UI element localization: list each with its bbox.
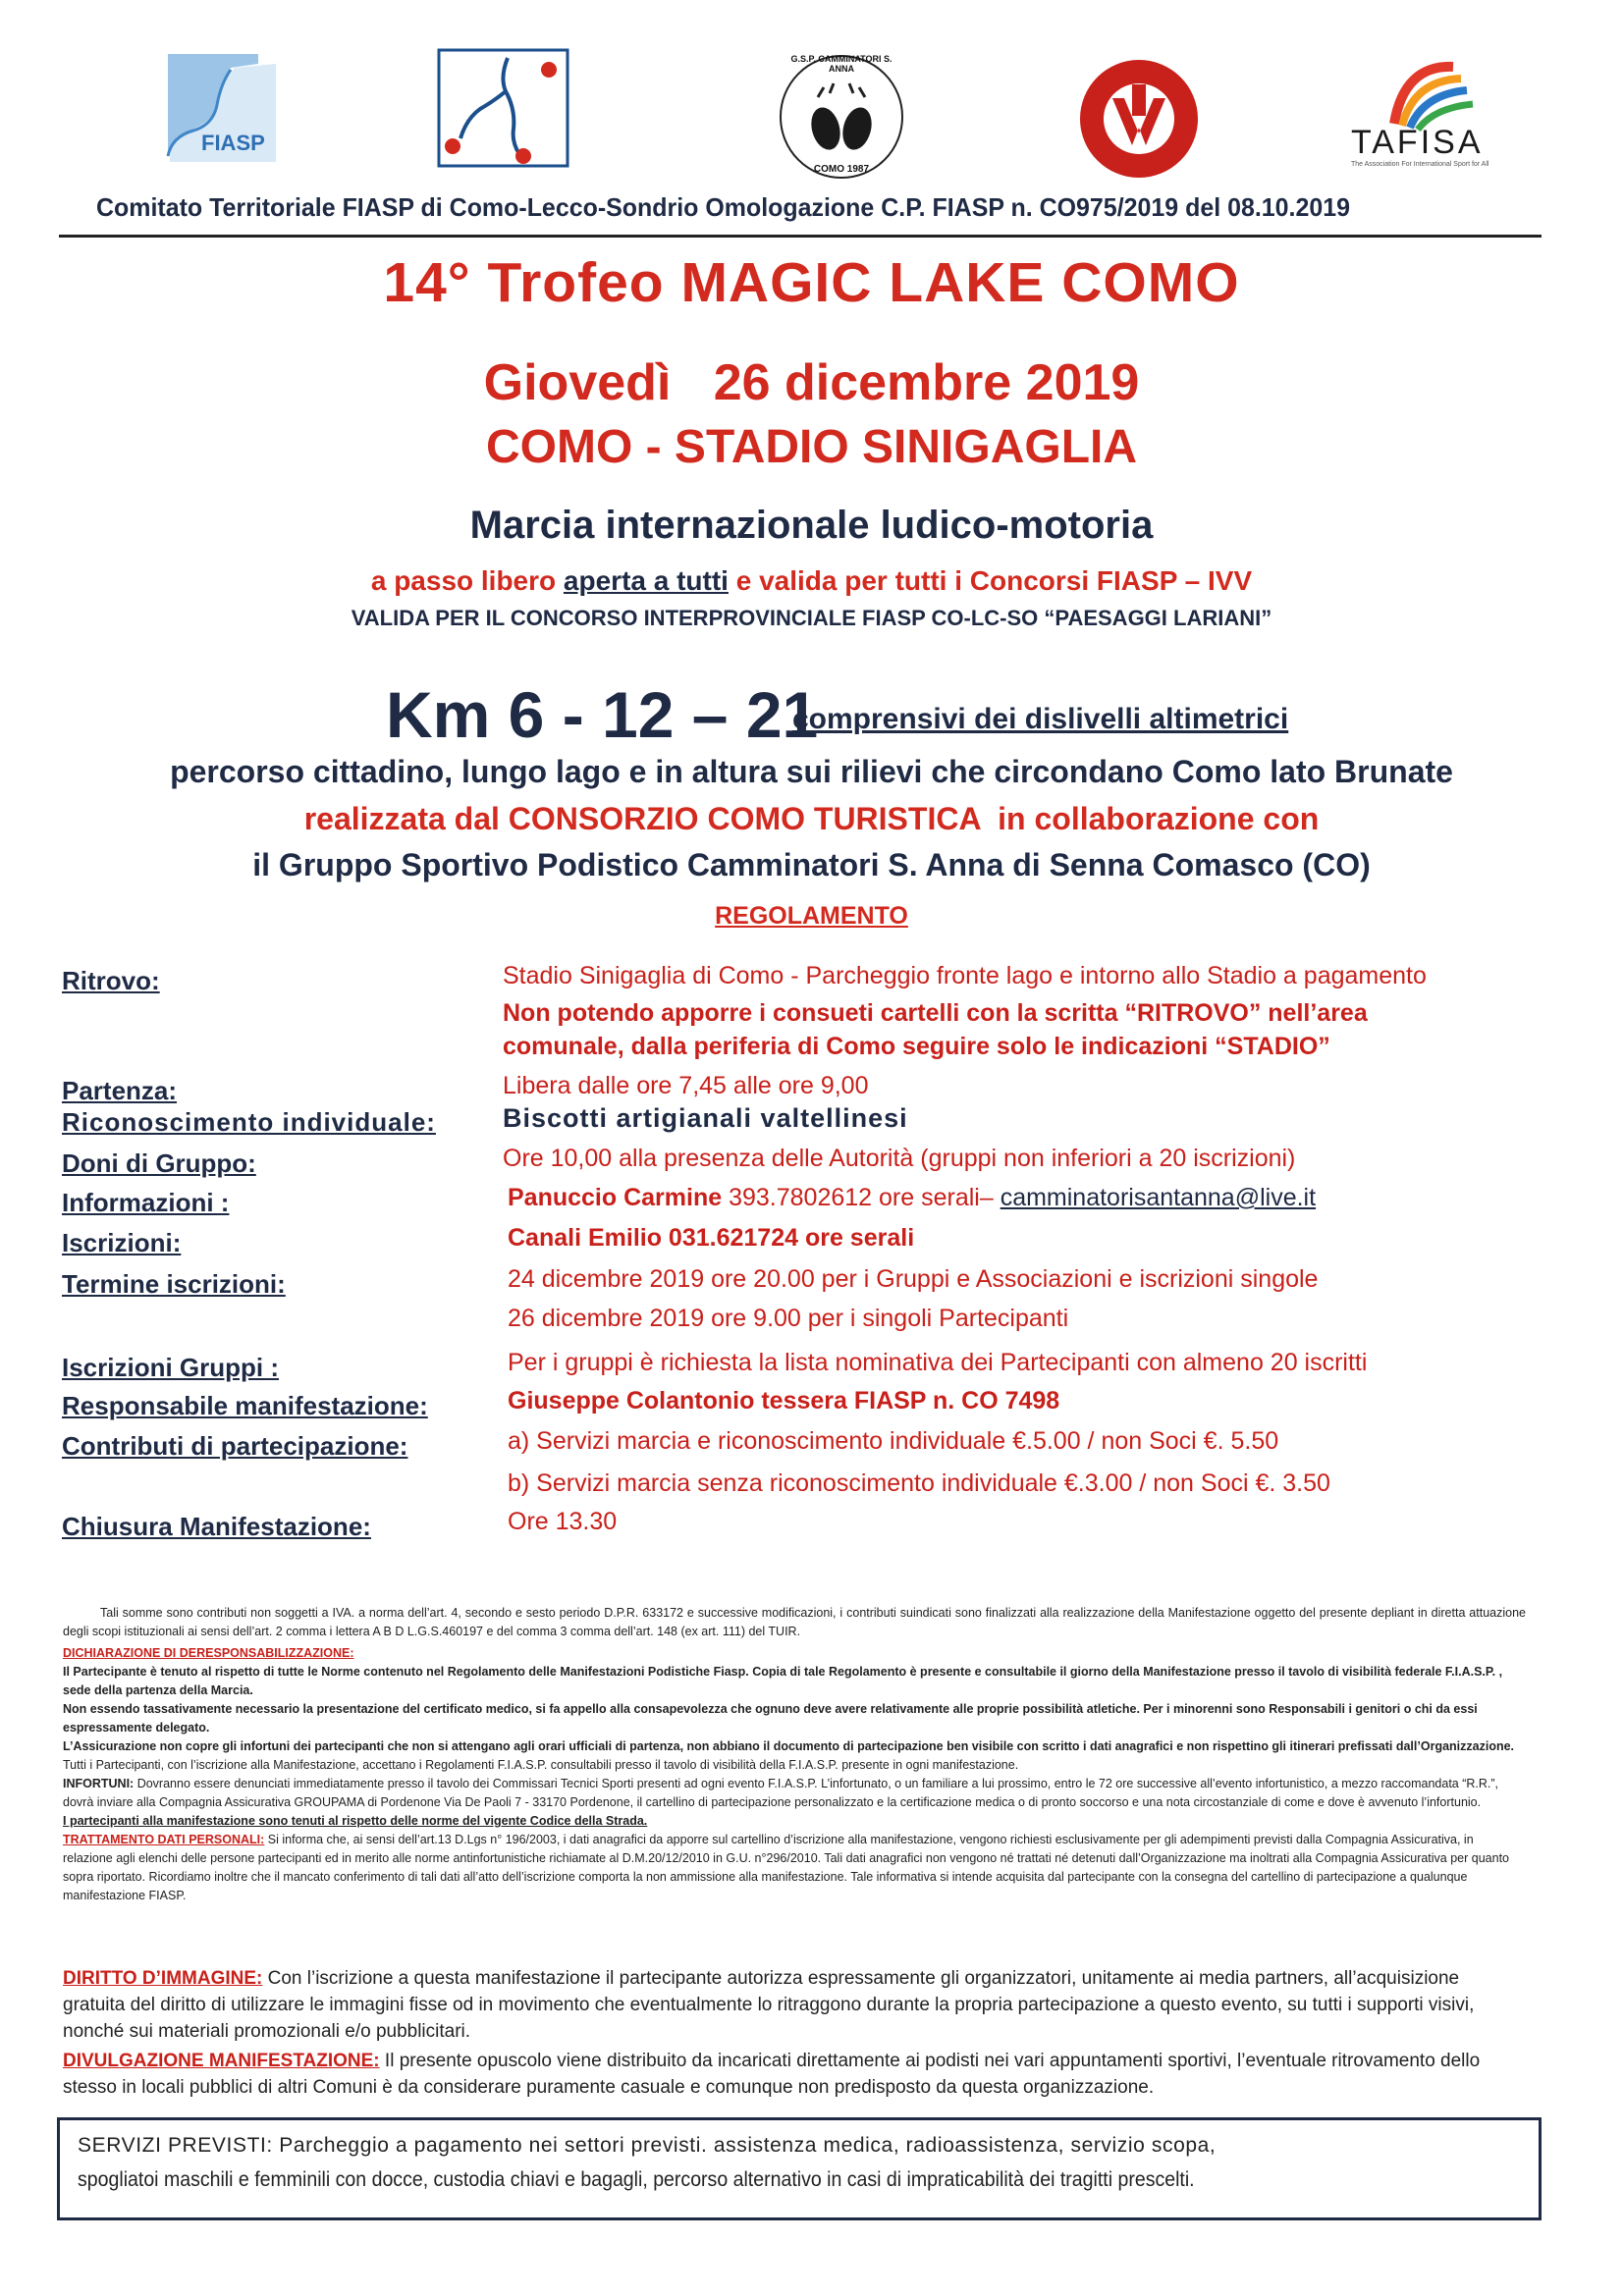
- event-date: Giovedì 26 dicembre 2019: [483, 354, 1140, 411]
- riconoscimento-value: Biscotti artigianali valtellinesi: [503, 1103, 908, 1133]
- concorso-line: VALIDA PER IL CONCORSO INTERPROVINCIALE FIASP CO-LC-SO “PAESAGGI LARIANI”: [351, 606, 1272, 630]
- image-rights-title: DIRITTO D’IMMAGINE:: [63, 1968, 263, 1989]
- ritrovo-label: Ritrovo:: [62, 966, 160, 995]
- open-to-all-line-a: a passo libero: [370, 565, 564, 596]
- termine-label: Termine iscrizioni:: [62, 1269, 286, 1299]
- iscrizioni-label: Iscrizioni:: [62, 1228, 182, 1257]
- tafisa-logo: [1345, 55, 1512, 171]
- group-line: il Gruppo Sportivo Podistico Camminatori S. Anna di Senna Comasco (CO): [252, 847, 1371, 882]
- contributi-value-b: b) Servizi marcia senza riconoscimento individuale €.3.00 / non Soci €. 3.50: [508, 1469, 1330, 1497]
- event-venue: COMO - STADIO SINIGAGLIA: [485, 421, 1138, 473]
- deresponsabilizzazione-text-1: Il Partecipante è tenuto al rispetto di tutte le Norme contenuto nel Regolamento delle Manifestazioni Podistiche Fiasp. Copia di tale Regolamento è presente e consultabile il giorno della Manifestazione presso il tavolo di visibilità federale F.I.A.S.P. , sede della partenza della Marcia.: [63, 1665, 1503, 1697]
- divulgation-paragraph: [63, 2048, 1526, 2101]
- committee-line: Comitato Territoriale FIASP di Como-Lecco-Sondrio Omologazione C.P. FIASP n. CO975/2019 del 08.10.2019: [96, 192, 1351, 222]
- doni-value: Ore 10,00 alla presenza delle Autorità (gruppi non inferiori a 20 iscrizioni): [503, 1145, 1296, 1172]
- services-box: [57, 2117, 1542, 2220]
- informazioni-value: [508, 1184, 1316, 1212]
- camminatori-bottom-text: COMO 1987: [813, 164, 870, 175]
- divulgation-title: DIVULGAZIONE MANIFESTAZIONE:: [63, 2051, 380, 2071]
- fiasp-logo: [160, 46, 288, 169]
- tafisa-logo-subtext: The Association For International Sport for All: [1351, 161, 1489, 168]
- ivv-logo: [1075, 55, 1203, 183]
- divulgation-text: Il presente opuscolo viene distribuito da incaricati direttamente ai podisti nei vari appuntamenti sportivi, l’eventuale ritrovamento dello stesso in locali pubblici di altri Comuni è da considerare puramente casuale e comunque non predisposto da questa organizzazione.: [63, 2051, 1481, 2098]
- camminatori-s-anna-logo: [773, 48, 910, 186]
- infortuni-text: Dovranno essere denunciati immediatamente presso il tavolo dei Commissari Tecnici Sporti presenti ad ogni evento F.I.A.S.P. L’infortunato, o un familiare a lui prossimo, entro le 72 ore successive all’evento infortunistico, a mezzo raccomandata “R.R.”, dovrà inviare alla Compagnia Assicurativa GROUPAMA di Pordenone Via De Paoli 7 - 33170 Pordenone, il cartellino di partecipazione personalizzato e la certificazione medica o di pronto soccorso e una nota circostanziale di come e dove è avvenuto l’infortunio.: [63, 1777, 1499, 1809]
- organizer-line: realizzata dal CONSORZIO COMO TURISTICA in collaborazione con: [303, 801, 1320, 836]
- header-rule: [59, 235, 1542, 238]
- iva-note: Tali somme sono contributi non soggetti a IVA. a norma dell’art. 4, secondo e sesto periodo D.P.R. 633172 e successive modificazioni, i contributi suindicati sono finalizzati alla realizzazione della Manifestazione oggetto del presente depliant in diretta attuazione degli scopi istituzionali ai sensi dell’art. 2 comma i lettera A B D L.G.S.460197 e del comma 3 comma dell’art. 148 (ex art. 111) del TUIR.: [63, 1606, 1526, 1638]
- chiusura-value: Ore 13.30: [508, 1508, 618, 1535]
- infortuni-title: INFORTUNI:: [63, 1777, 135, 1790]
- informazioni-name: Panuccio Carmine: [508, 1184, 723, 1211]
- deresponsabilizzazione-text-2: Non essendo tassativamente necessario la presentazione del certificato medico, si fa appello alla consapevolezza che ognuno deve avere relativamente alle proprie possibilità atletiche. Per i minorenni sono Responsabili i genitori o chi da essi espressamente delegato.: [63, 1702, 1478, 1735]
- ritrovo-note-1: Non potendo apporre i consueti cartelli con la scritta “RITROVO” nell’area: [503, 999, 1368, 1027]
- lake-como-logo: [437, 48, 569, 168]
- codice-strada-note: I partecipanti alla manifestazione sono tenuti al rispetto delle norme del vigente Codice della Strada.: [63, 1814, 648, 1828]
- route-description: percorso cittadino, lungo lago e in altura sui rilievi che circondano Como lato Brunate: [170, 754, 1453, 789]
- trophy-title: 14° Trofeo MAGIC LAKE COMO: [383, 251, 1240, 314]
- open-to-all-line-c: e valida per tutti i Concorsi FIASP – IVV: [728, 565, 1253, 596]
- deresponsabilizzazione-text-3: L’Assicurazione non copre gli infortuni dei partecipanti che non si attengano agli orari ufficiali di partenza, non abbiano il documento di partecipazione ben visibile con scritto i dati anagrafici e non rispettino gli itinerari prefissati dall’Organizzazione.: [63, 1739, 1515, 1753]
- deresponsabilizzazione-section: [63, 1644, 1526, 1905]
- termine-value-1: 24 dicembre 2019 ore 20.00 per i Gruppi e Associazioni e iscrizioni singole: [508, 1265, 1319, 1293]
- services-text-1: SERVIZI PREVISTI: Parcheggio a pagamento nei settori previsti. assistenza medica, radioassistenza, servizio scopa,: [78, 2134, 1217, 2157]
- gruppi-value: Per i gruppi è richiesta la lista nominativa dei Partecipanti con almeno 20 iscritti: [508, 1349, 1368, 1376]
- informazioni-label: Informazioni :: [62, 1188, 230, 1217]
- contributi-label: Contributi di partecipazione:: [62, 1431, 408, 1461]
- doni-label: Doni di Gruppo:: [62, 1148, 256, 1178]
- event-subtitle: Marcia internazionale ludico-motoria: [469, 504, 1154, 547]
- services-text-2: spogliatoi maschili e femminili con docce, custodia chiavi e bagagli, percorso alternativo in casi di impraticabilità dei tragitti prescelti.: [78, 2168, 1195, 2191]
- gruppi-label: Iscrizioni Gruppi :: [62, 1353, 280, 1382]
- image-rights-paragraph: [63, 1965, 1526, 2045]
- image-rights-text: Con l’iscrizione a questa manifestazione il partecipante autorizza espressamente gli organizzatori, unitamente ai media partners, all’acquisizione gratuita del diritto di utilizzare le immagini fisse od in movimento che eventualmente lo ritraggono durante la propria partecipazione a questo evento, su tutti i supporti visivi, nonché sui materiali promozionali e/o pubblicitari.: [63, 1968, 1475, 2042]
- privacy-text: Si informa che, ai sensi dell’art.13 D.Lgs n° 196/2003, i dati anagrafici da apporre sul cartellino d’iscrizione alla manifestazione, vengono richiesti esclusivamente per gli adempimenti previsti dalla Compagnia Assicurativa, in relazione agli elenchi delle persone partecipanti ed in merito alle norme antinfortunistiche richiamate al D.M.20/12/2010 in G.U. n°296/2010. Tali dati anagrafici non vengono né trattati né detenuti dall’Organizzazione ma inoltrati alla Compagnia Assicurativa per quanto sopra riportato. Ricordiamo inoltre che il mancato conferimento di tali dati all’atto dell’iscrizione comporta la non ammissione alla manifestazione. Tale informativa si intende acquisita dal partecipante con la consegna del cartellino di partecipazione a qualunque manifestazione FIASP.: [63, 1833, 1510, 1902]
- tafisa-logo-text: TAFISA: [1351, 124, 1484, 161]
- contributi-value-a: a) Servizi marcia e riconoscimento individuale €.5.00 / non Soci €. 5.50: [508, 1427, 1279, 1455]
- camminatori-ring-text: G.S.P. CAMMINATORI S. ANNA: [790, 54, 893, 74]
- regolamento-heading: REGOLAMENTO: [715, 902, 908, 930]
- open-to-all-emphasis: aperta a tutti: [563, 565, 729, 596]
- ritrovo-note-2: comunale, dalla periferia di Como seguire solo le indicazioni “STADIO”: [503, 1033, 1330, 1060]
- distances-note: comprensivi dei dislivelli altimetrici: [792, 703, 1289, 735]
- ritrovo-value: Stadio Sinigaglia di Como - Parcheggio fronte lago e intorno allo Stadio a pagamento: [503, 962, 1427, 989]
- distances: Km 6 - 12 – 21: [386, 678, 819, 751]
- responsabile-value: Giuseppe Colantonio tessera FIASP n. CO 7498: [508, 1387, 1060, 1415]
- responsabile-label: Responsabile manifestazione:: [62, 1391, 428, 1420]
- chiusura-label: Chiusura Manifestazione:: [62, 1512, 371, 1541]
- partenza-value: Libera dalle ore 7,45 alle ore 9,00: [503, 1072, 869, 1099]
- infortuni-paragraph: [63, 1775, 1526, 1812]
- termine-value-2: 26 dicembre 2019 ore 9.00 per i singoli Partecipanti: [508, 1305, 1069, 1332]
- deresponsabilizzazione-title: DICHIARAZIONE DI DERESPONSABILIZZAZIONE:: [63, 1646, 354, 1660]
- informazioni-email-link[interactable]: camminatorisantanna@live.it: [1000, 1184, 1317, 1211]
- partenza-label: Partenza:: [62, 1076, 178, 1105]
- riconoscimento-label: Riconoscimento individuale:: [62, 1107, 436, 1137]
- privacy-paragraph: [63, 1831, 1526, 1905]
- informazioni-phone: 393.7802612 ore serali–: [722, 1184, 1001, 1211]
- iscrizioni-value: Canali Emilio 031.621724 ore serali: [508, 1224, 915, 1252]
- privacy-title: TRATTAMENTO DATI PERSONALI:: [63, 1833, 265, 1846]
- open-to-all-line: [0, 565, 1623, 597]
- deresponsabilizzazione-text-4: Tutti i Partecipanti, con l’iscrizione alla Manifestazione, accettano i Regolamenti F.I.A.S.P. consultabili presso il tavolo di visibilità della F.I.A.S.P. presente in ogni manifestazione.: [63, 1758, 1019, 1772]
- fiasp-logo-text: FIASP: [201, 131, 265, 155]
